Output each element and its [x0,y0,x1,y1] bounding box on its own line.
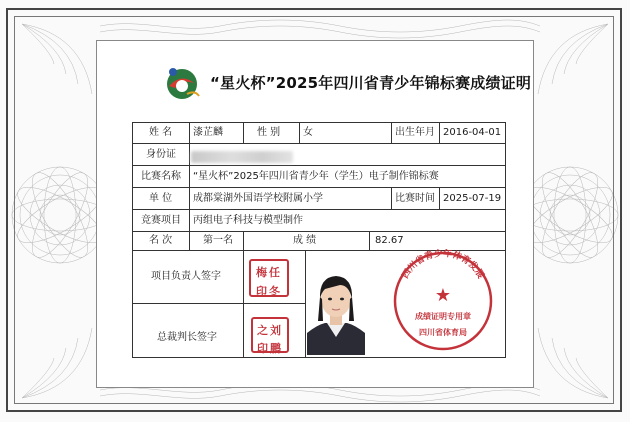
event-label: 比赛名称 [141,171,181,182]
id-value-redacted [191,151,293,163]
judge-stamp-top: 之刘 [257,324,283,337]
certificate-title: “星火杯”2025年四川省青少年锦标赛成绩证明 [210,74,532,92]
birth-label: 出生年月 [395,127,435,138]
leader-stamp-bottom: 印冬 [256,285,282,298]
seal-middle-text: 成绩证明专用章 [415,311,471,321]
leader-stamp-top: 梅任 [256,266,282,279]
date-label: 比赛时间 [395,193,435,204]
birth-value: 2016-04-01 [443,127,502,138]
rank-label: 名 次 [149,235,173,246]
leader-signature-stamp [249,259,289,297]
gender-value: 女 [303,127,313,138]
score-label: 成 绩 [293,235,317,246]
judge-signature-label: 总裁判长签字 [157,332,217,343]
gender-label: 性 别 [257,127,281,138]
result-table [132,122,506,358]
name-label: 姓 名 [149,127,173,138]
id-label: 身份证 [146,149,176,160]
project-value: 丙组电子科技与模型制作 [193,215,303,226]
seal-outer-text: 四川省青少年体育发展 [400,249,486,281]
svg-text:四川省青少年体育发展 [400,249,487,280]
event-logo-icon [161,64,203,102]
name-value: 漆芷麟 [193,127,223,138]
event-value: “星火杯”2025年四川省青少年（学生）电子制作锦标赛 [193,171,439,182]
seal-star-icon: ★ [434,285,452,306]
judge-stamp-bottom: 印鹏 [257,342,283,355]
official-seal [388,249,498,353]
date-value: 2025-07-19 [443,193,502,204]
judge-signature-stamp [251,317,289,353]
rank-value: 第一名 [203,235,233,246]
project-label: 竞赛项目 [141,215,181,226]
unit-value: 成都棠湖外国语学校附属小学 [193,193,323,204]
score-value: 82.67 [375,235,404,246]
seal-bottom-text: 四川省体育局 [419,327,467,337]
student-photo [307,263,365,355]
unit-label: 单 位 [149,193,173,204]
leader-signature-label: 项目负责人签字 [151,271,221,282]
